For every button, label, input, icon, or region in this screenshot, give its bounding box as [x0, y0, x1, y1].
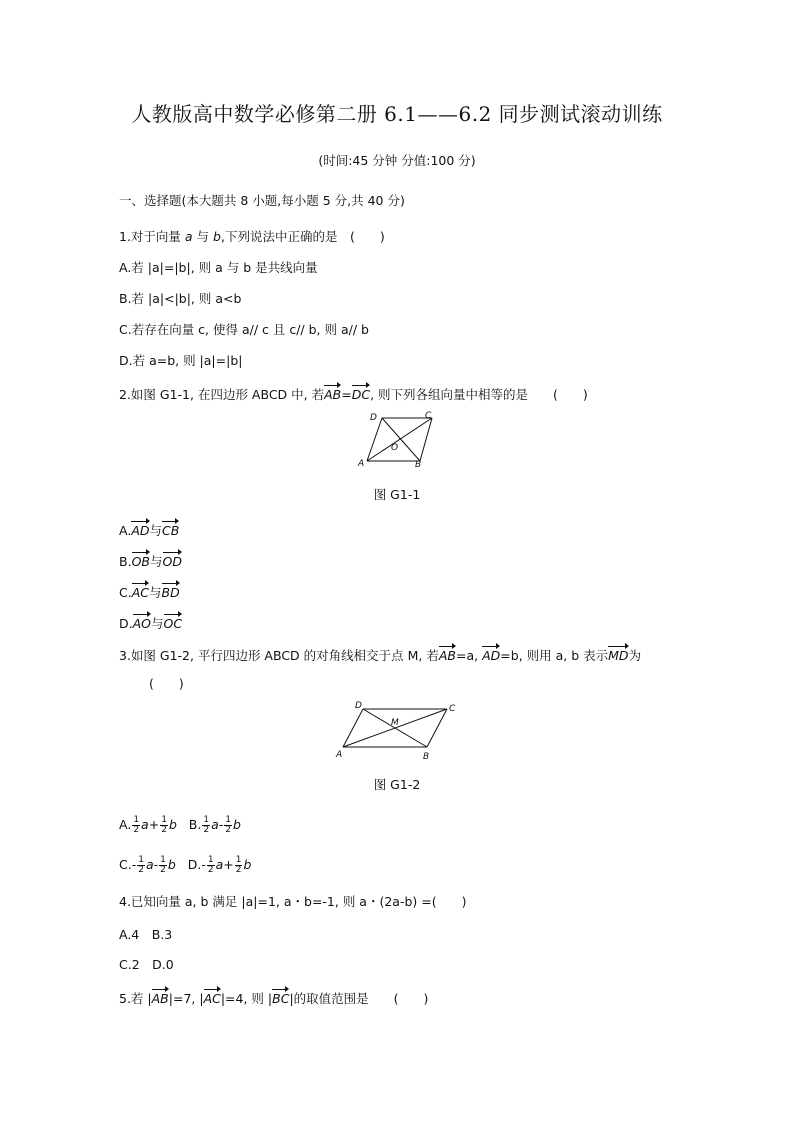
q2-option-a: A.AD与CB: [119, 520, 179, 539]
label-b: B: [415, 460, 422, 470]
q1-option-a: A.若 |a|=|b|, 则 a 与 b 是共线向量: [119, 260, 318, 275]
q3-options-cd: C.- $\frac{1}{2}$ a- $\frac{1}{2}$ b D.- $\frac{1}{2}$ a+ $\frac{1}{2}$ b: [119, 855, 252, 875]
q1-option-d: D.若 a=b, 则 |a|=|b|: [119, 353, 243, 368]
q3-stem: 3.如图 G1-2, 平行四边形 ABCD 的对角线相交于点 M, 若AB=a, AD=b, 则用 a, b 表示MD为: [119, 645, 641, 664]
label-d: D: [370, 413, 377, 423]
q1-stem: 1.对于向量 a 与 b,下列说法中正确的是 ( ): [119, 229, 385, 244]
label-b: B: [423, 752, 430, 761]
q3-answer-paren: ( ): [149, 676, 184, 691]
figure-g1-1: [355, 408, 439, 470]
q2-stem: 2.如图 G1-1, 在四边形 ABCD 中, 若AB=DC, 则下列各组向量中相等的是 ( ): [119, 384, 588, 403]
caption-g1-2: 图 G1-2: [373, 777, 421, 792]
q2-option-b: B.OB与OD: [119, 551, 182, 570]
time-score-info: (时间:45 分钟 分值:100 分): [318, 153, 476, 168]
side-da: [367, 418, 382, 461]
q4-stem: 4.已知向量 a, b 满足 |a|=1, a・b=-1, 则 a・(2a-b) =( ): [119, 894, 467, 909]
q5-stem: 5.若 |AB|=7, |AC|=4, 则 |BC|的取值范围是 ( ): [119, 988, 428, 1007]
q1-option-c: C.若存在向量 c, 使得 a// c 且 c// b, 则 a// b: [119, 322, 369, 337]
caption-g1-1: 图 G1-1: [373, 487, 421, 502]
q2-option-d: D.AO与OC: [119, 613, 182, 632]
q2-option-c: C.AC与BD: [119, 582, 180, 601]
label-c: C: [449, 704, 456, 714]
label-a: A: [336, 750, 343, 760]
figure-g1-2: [331, 697, 463, 761]
label-d: D: [355, 701, 362, 711]
section-heading: 一、选择题(本大题共 8 小题,每小题 5 分,共 40 分): [119, 193, 405, 208]
label-m: M: [391, 718, 399, 728]
label-c: C: [425, 411, 432, 421]
q1-option-b: B.若 |a|<|b|, 则 a<b: [119, 291, 242, 306]
q4-options-ab: A.4 B.3: [119, 927, 173, 942]
label-a: A: [358, 459, 365, 469]
page-title: 人教版高中数学必修第二册 6.1——6.2 同步测试滚动训练: [131, 102, 663, 126]
q4-options-cd: C.2 D.0: [119, 957, 174, 972]
q3-options-ab: A. $\frac{1}{2}$ a+ $\frac{1}{2}$ b B. $\frac{1}{2}$ a- $\frac{1}{2}$ b: [119, 815, 241, 835]
diagonal-bd: [363, 709, 427, 747]
diagonal-bd: [382, 418, 420, 461]
label-o: O: [391, 443, 399, 453]
